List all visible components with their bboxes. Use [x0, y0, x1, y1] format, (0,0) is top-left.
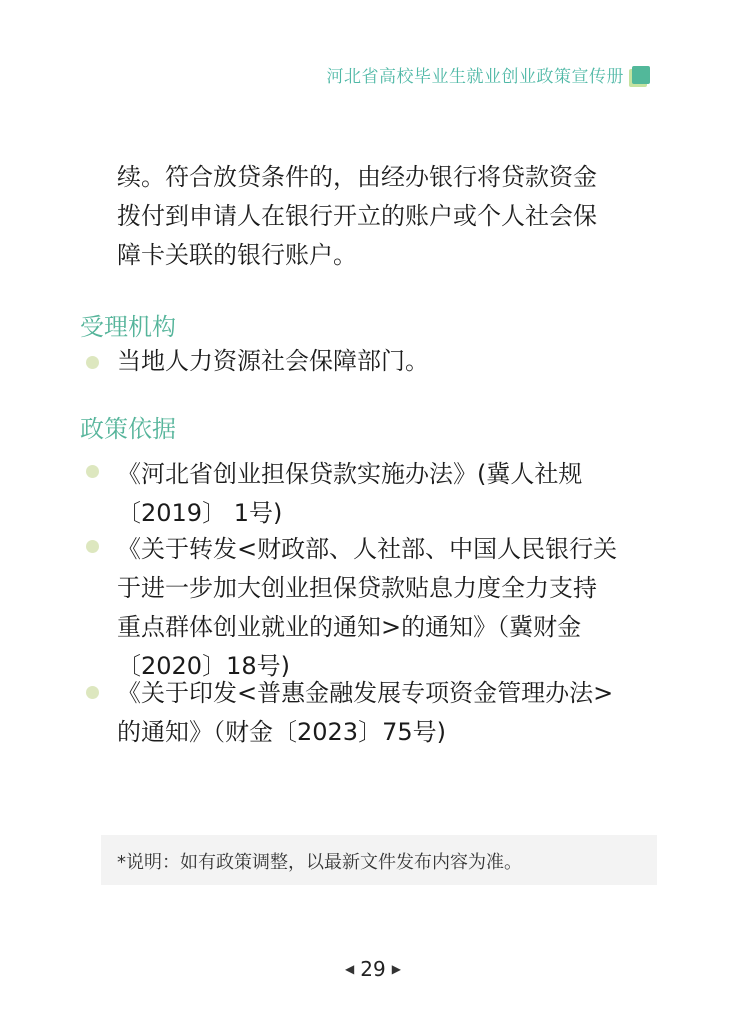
page-footer — [0, 957, 746, 981]
list-item-text: 《关于印发<普惠金融发展专项资金管理办法> 的通知》（财金〔2023〕75号) — [117, 679, 614, 746]
bullet-dot-icon — [86, 465, 99, 478]
continuation-line-1: 续。符合放贷条件的，由经办银行将贷款资金 — [117, 163, 597, 191]
bullet-dot-icon — [86, 540, 99, 553]
continuation-line-3: 障卡关联的银行账户。 — [117, 241, 357, 269]
continuation-line-2: 拨付到申请人在银行开立的账户或个人社会保 — [117, 202, 597, 230]
section-title-basis: 政策依据 — [80, 415, 176, 443]
note-box — [101, 835, 657, 885]
prev-arrow-icon: ◀ — [345, 962, 355, 976]
header-title: 河北省高校毕业生就业创业政策宣传册 — [326, 67, 624, 87]
list-item-text: 《关于转发<财政部、人社部、中国人民银行关 于进一步加大创业担保贷款贴息力度全力支持 重点群体创业就业的通知>的通知》（冀财金 〔2020〕18号) — [117, 535, 618, 680]
list-item-text: 《河北省创业担保贷款实施办法》(冀人社规 〔2019〕 1号) — [117, 460, 583, 527]
page-header — [327, 62, 651, 87]
bullet-dot-icon — [86, 686, 99, 699]
header-square-icon — [632, 66, 650, 84]
list-item-text: 当地人力资源社会保障部门。 — [117, 347, 429, 375]
bullet-dot-icon — [86, 356, 99, 369]
page-number: 29 — [360, 957, 386, 981]
next-arrow-icon: ▶ — [391, 962, 401, 976]
note-text: *说明：如有政策调整，以最新文件发布内容为准。 — [117, 852, 522, 873]
section-title-agency: 受理机构 — [80, 313, 176, 341]
